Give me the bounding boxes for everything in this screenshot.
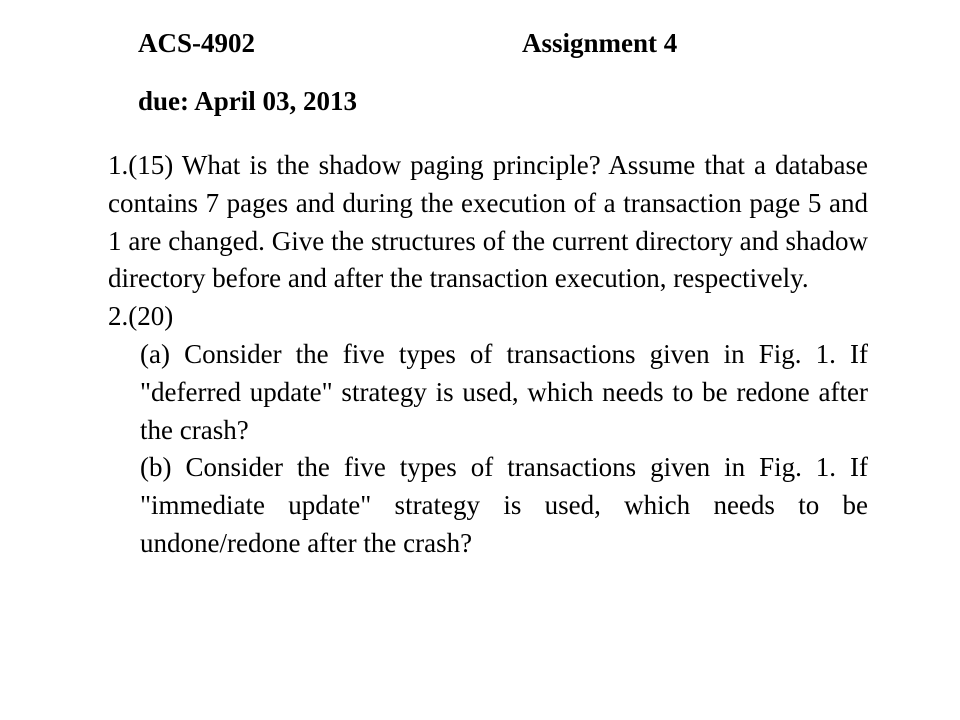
- question-2-label: 2.(20): [108, 301, 174, 332]
- question-2a: (a) Consider the five types of transactions given in Fig. 1. If "deferred update" strategy is used, which needs to be redone after the crash?: [140, 338, 868, 445]
- questions-body: [108, 147, 868, 563]
- question-1: 1.(15) What is the shadow paging principle? Assume that a database contains 7 pages and during the execution of a transaction page 5 and 1 are changed. Give the structures of the current directory and shadow directory before and after the transaction execution, respectively.: [108, 150, 868, 294]
- question-2b: (b) Consider the five types of transactions given in Fig. 1. If "immediate update" strategy is used, which needs to be undone/redone after the crash?: [140, 452, 868, 558]
- assignment-title: Assignment 4: [522, 28, 678, 58]
- course-code: ACS-4902: [138, 28, 256, 58]
- due-date: due: April 03, 2013: [138, 86, 358, 116]
